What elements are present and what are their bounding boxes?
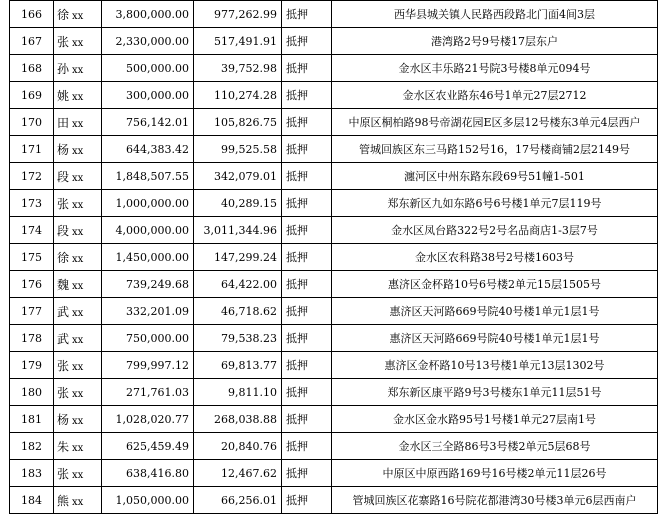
row-number: 178 — [10, 325, 54, 352]
collateral-type: 抵押 — [282, 433, 332, 460]
borrower-name — [54, 1, 102, 28]
borrower-given-name: xx — [72, 10, 84, 22]
loan-amount: 4,000,000.00 — [102, 217, 194, 244]
collateral-type: 抵押 — [282, 55, 332, 82]
collateral-type: 抵押 — [282, 190, 332, 217]
collateral-address: 中原区桐柏路98号帝湖花园E区多层12号楼东3单元4层西户 — [332, 109, 658, 136]
table-row — [10, 379, 658, 406]
loan-amount: 1,000,000.00 — [102, 190, 194, 217]
collateral-type: 抵押 — [282, 298, 332, 325]
collateral-type: 抵押 — [282, 406, 332, 433]
borrower-name — [54, 136, 102, 163]
loan-balance: 20,840.76 — [194, 433, 282, 460]
borrower-surname: 杨 — [57, 412, 70, 427]
row-number: 179 — [10, 352, 54, 379]
borrower-name — [54, 109, 102, 136]
collateral-address: 瀍河区中州东路东段69号51幢1-501 — [332, 163, 658, 190]
borrower-given-name: xx — [72, 172, 84, 184]
borrower-surname: 杨 — [57, 142, 70, 157]
borrower-name — [54, 433, 102, 460]
table-row — [10, 406, 658, 433]
table-row — [10, 109, 658, 136]
loan-balance: 977,262.99 — [194, 1, 282, 28]
collateral-type: 抵押 — [282, 1, 332, 28]
borrower-name — [54, 271, 102, 298]
loan-amount: 332,201.09 — [102, 298, 194, 325]
row-number: 167 — [10, 28, 54, 55]
table-row — [10, 460, 658, 487]
table-row — [10, 28, 658, 55]
borrower-surname: 熊 — [57, 493, 70, 508]
borrower-given-name: xx — [72, 496, 84, 508]
collateral-type: 抵押 — [282, 136, 332, 163]
loan-balance: 342,079.01 — [194, 163, 282, 190]
borrower-name — [54, 190, 102, 217]
collateral-address: 金水区三全路86号3号楼2单元5层68号 — [332, 433, 658, 460]
borrower-given-name: xx — [72, 307, 84, 319]
loan-balance: 64,422.00 — [194, 271, 282, 298]
loan-balance: 12,467.62 — [194, 460, 282, 487]
borrower-surname: 张 — [57, 466, 70, 481]
borrower-surname: 张 — [57, 358, 70, 373]
loan-amount: 1,450,000.00 — [102, 244, 194, 271]
borrower-name — [54, 379, 102, 406]
borrower-surname: 徐 — [57, 250, 70, 265]
collateral-address: 港湾路2号9号楼17层东户 — [332, 28, 658, 55]
loan-amount: 3,800,000.00 — [102, 1, 194, 28]
borrower-name — [54, 298, 102, 325]
loan-balance: 268,038.88 — [194, 406, 282, 433]
borrower-name — [54, 352, 102, 379]
table-row — [10, 298, 658, 325]
borrower-given-name: xx — [72, 226, 84, 238]
loan-balance: 9,811.10 — [194, 379, 282, 406]
loan-amount: 1,050,000.00 — [102, 487, 194, 514]
collateral-address: 惠济区金杯路10号13号楼1单元13层1302号 — [332, 352, 658, 379]
table-row — [10, 82, 658, 109]
row-number: 172 — [10, 163, 54, 190]
collateral-type: 抵押 — [282, 352, 332, 379]
collateral-address: 金水区金水路95号1号楼1单元27层南1号 — [332, 406, 658, 433]
borrower-name — [54, 82, 102, 109]
borrower-surname: 姚 — [57, 88, 70, 103]
borrower-surname: 孙 — [57, 61, 70, 76]
row-number: 171 — [10, 136, 54, 163]
collateral-type: 抵押 — [282, 163, 332, 190]
borrower-given-name: xx — [72, 118, 84, 130]
collateral-type: 抵押 — [282, 217, 332, 244]
borrower-name — [54, 163, 102, 190]
borrower-surname: 段 — [57, 169, 70, 184]
row-number: 174 — [10, 217, 54, 244]
table-row — [10, 325, 658, 352]
collateral-address: 金水区凤台路322号2号名品商店1-3层7号 — [332, 217, 658, 244]
borrower-given-name: xx — [72, 334, 84, 346]
loan-amount: 750,000.00 — [102, 325, 194, 352]
borrower-given-name: xx — [72, 415, 84, 427]
row-number: 177 — [10, 298, 54, 325]
table-row — [10, 244, 658, 271]
borrower-given-name: xx — [72, 280, 84, 292]
collateral-type: 抵押 — [282, 325, 332, 352]
table-row — [10, 163, 658, 190]
borrower-name — [54, 217, 102, 244]
row-number: 168 — [10, 55, 54, 82]
borrower-surname: 魏 — [57, 277, 70, 292]
loan-balance: 69,813.77 — [194, 352, 282, 379]
loan-balance: 105,826.75 — [194, 109, 282, 136]
collateral-type: 抵押 — [282, 82, 332, 109]
loan-amount: 739,249.68 — [102, 271, 194, 298]
loan-amount: 625,459.49 — [102, 433, 194, 460]
collateral-type: 抵押 — [282, 28, 332, 55]
borrower-name — [54, 28, 102, 55]
loan-amount: 300,000.00 — [102, 82, 194, 109]
loan-amount: 1,848,507.55 — [102, 163, 194, 190]
borrower-name — [54, 406, 102, 433]
borrower-surname: 段 — [57, 223, 70, 238]
loan-balance: 39,752.98 — [194, 55, 282, 82]
borrower-given-name: xx — [72, 37, 84, 49]
row-number: 173 — [10, 190, 54, 217]
collateral-address: 惠济区金杯路10号6号楼2单元15层1505号 — [332, 271, 658, 298]
row-number: 175 — [10, 244, 54, 271]
loan-balance: 3,011,344.96 — [194, 217, 282, 244]
loan-table — [9, 0, 658, 514]
collateral-type: 抵押 — [282, 109, 332, 136]
collateral-address: 郑东新区康平路9号3号楼东1单元11层51号 — [332, 379, 658, 406]
collateral-address: 惠济区天河路669号院40号楼1单元1层1号 — [332, 325, 658, 352]
row-number: 176 — [10, 271, 54, 298]
collateral-address: 西华县城关镇人民路西段路北门面4间3层 — [332, 1, 658, 28]
table-body — [10, 1, 658, 514]
borrower-surname: 张 — [57, 196, 70, 211]
collateral-address: 中原区中原西路169号16号楼2单元11层26号 — [332, 460, 658, 487]
borrower-surname: 张 — [57, 34, 70, 49]
borrower-given-name: xx — [72, 388, 84, 400]
borrower-surname: 武 — [57, 304, 70, 319]
collateral-address: 惠济区天河路669号院40号楼1单元1层1号 — [332, 298, 658, 325]
collateral-address: 金水区丰乐路21号院3号楼8单元094号 — [332, 55, 658, 82]
loan-balance: 79,538.23 — [194, 325, 282, 352]
borrower-name — [54, 487, 102, 514]
borrower-given-name: xx — [72, 91, 84, 103]
collateral-type: 抵押 — [282, 271, 332, 298]
table-row — [10, 352, 658, 379]
borrower-surname: 田 — [57, 115, 70, 130]
loan-balance: 46,718.62 — [194, 298, 282, 325]
loan-balance: 66,256.01 — [194, 487, 282, 514]
loan-balance: 517,491.91 — [194, 28, 282, 55]
table-row — [10, 55, 658, 82]
borrower-surname: 武 — [57, 331, 70, 346]
row-number: 170 — [10, 109, 54, 136]
loan-amount: 799,997.12 — [102, 352, 194, 379]
borrower-given-name: xx — [72, 469, 84, 481]
borrower-name — [54, 55, 102, 82]
loan-balance: 147,299.24 — [194, 244, 282, 271]
borrower-given-name: xx — [72, 253, 84, 265]
collateral-type: 抵押 — [282, 487, 332, 514]
borrower-given-name: xx — [72, 442, 84, 454]
row-number: 183 — [10, 460, 54, 487]
borrower-name — [54, 460, 102, 487]
collateral-type: 抵押 — [282, 379, 332, 406]
table-row — [10, 190, 658, 217]
borrower-surname: 徐 — [57, 7, 70, 22]
collateral-address: 金水区农科路38号2号楼1603号 — [332, 244, 658, 271]
collateral-type: 抵押 — [282, 460, 332, 487]
borrower-given-name: xx — [72, 199, 84, 211]
borrower-surname: 朱 — [57, 439, 70, 454]
borrower-name — [54, 325, 102, 352]
table-row — [10, 136, 658, 163]
loan-balance: 99,525.58 — [194, 136, 282, 163]
table-row — [10, 271, 658, 298]
collateral-address: 管城回族区花寨路16号院花都港湾30号楼3单元6层西南户 — [332, 487, 658, 514]
row-number: 166 — [10, 1, 54, 28]
table-row — [10, 433, 658, 460]
loan-amount: 756,142.01 — [102, 109, 194, 136]
collateral-address: 金水区农业路东46号1单元27层2712 — [332, 82, 658, 109]
borrower-given-name: xx — [72, 361, 84, 373]
table-row — [10, 487, 658, 514]
loan-amount: 644,383.42 — [102, 136, 194, 163]
row-number: 181 — [10, 406, 54, 433]
loan-amount: 500,000.00 — [102, 55, 194, 82]
collateral-type: 抵押 — [282, 244, 332, 271]
row-number: 184 — [10, 487, 54, 514]
loan-amount: 271,761.03 — [102, 379, 194, 406]
loan-amount: 2,330,000.00 — [102, 28, 194, 55]
borrower-given-name: xx — [72, 64, 84, 76]
row-number: 180 — [10, 379, 54, 406]
row-number: 182 — [10, 433, 54, 460]
collateral-address: 管城回族区东三马路152号16，17号楼商铺2层2149号 — [332, 136, 658, 163]
collateral-address: 郑东新区九如东路6号6号楼1单元7层119号 — [332, 190, 658, 217]
loan-balance: 40,289.15 — [194, 190, 282, 217]
loan-amount: 1,028,020.77 — [102, 406, 194, 433]
table-row — [10, 1, 658, 28]
borrower-given-name: xx — [72, 145, 84, 157]
borrower-surname: 张 — [57, 385, 70, 400]
table-row — [10, 217, 658, 244]
borrower-name — [54, 244, 102, 271]
loan-balance: 110,274.28 — [194, 82, 282, 109]
row-number: 169 — [10, 82, 54, 109]
loan-amount: 638,416.80 — [102, 460, 194, 487]
